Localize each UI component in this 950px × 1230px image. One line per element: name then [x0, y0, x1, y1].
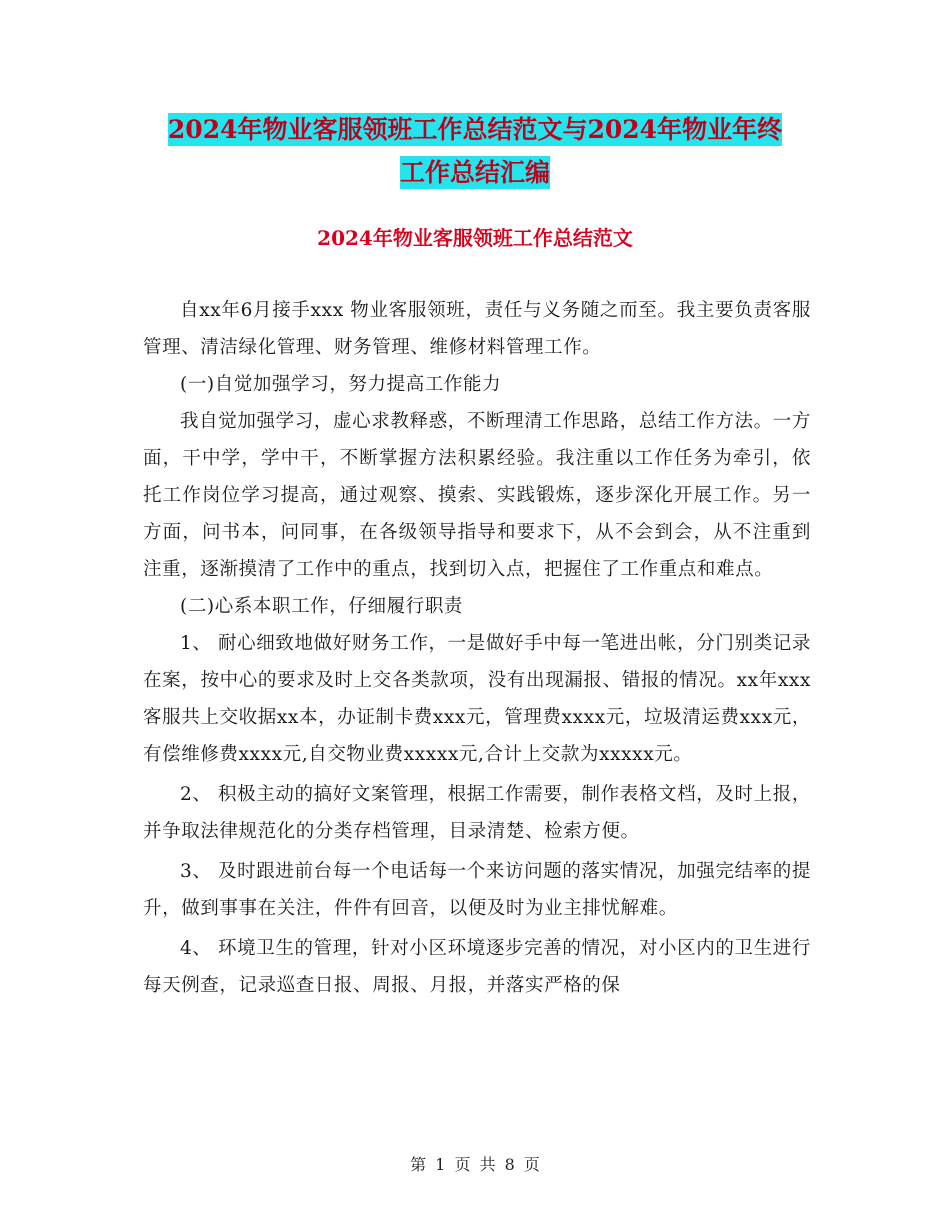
paragraph: 自xx年6月接手xxx 物业客服领班，责任与义务随之而至。我主要负责客服管理、清洁绿化管理、财务管理、维修材料管理工作。: [143, 300, 811, 358]
paragraph: 4、 环境卫生的管理，针对小区环境逐步完善的情况，对小区内的卫生进行每天例查，记录巡查日报、周报、月报，并落实严格的保: [143, 938, 811, 996]
paragraph: 3、 及时跟进前台每一个电话每一个来访问题的落实情况，加强完结率的提升，做到事事在关注，件件有回音，以便及时为业主排忧解难。: [143, 861, 811, 919]
paragraph: 2、 积极主动的搞好文案管理，根据工作需要，制作表格文档，及时上报，并争取法律规范化的分类存档管理，目录清楚、检索方便。: [143, 784, 811, 842]
title-line-1: 2024年物业客服领班工作总结范文与2024年物业年终: [167, 115, 783, 144]
title-line-2: 工作总结汇编: [399, 158, 550, 187]
section-label: (二)心系本职工作，仔细履行职责: [180, 596, 464, 617]
paragraph: 1、 耐心细致地做好财务工作，一是做好手中每一笔进出帐，分门别类记录在案，按中心的要求及时上交各类款项，没有出现漏报、错报的情况。xx年xxx 客服共上交收据xx本，办证制卡费xxx元，管理费xxxx元，垃圾清运费xxx元，有偿维修费xxxx元,自交物业费xxxxx元,合计上交款为xxxxx元。: [143, 633, 811, 765]
document-title: [0, 108, 950, 194]
document-body: [143, 292, 811, 1004]
section-label: (一)自觉加强学习，努力提高工作能力: [180, 374, 502, 395]
section-heading: 2024年物业客服领班工作总结范文: [317, 226, 633, 250]
paragraph: 我自觉加强学习，虚心求教释惑，不断理清工作思路，总结工作方法。一方面，干中学，学中干，不断掌握方法积累经验。我注重以工作任务为牵引，依托工作岗位学习提高，通过观察、摸索、实践锻炼，逐步深化开展工作。另一方面，问书本，问同事，在各级领导指导和要求下，从不会到会，从不注重到注重，逐渐摸清了工作中的重点，找到切入点，把握住了工作重点和难点。: [143, 411, 811, 580]
page-footer: 第 1 页 共 8 页: [410, 1155, 540, 1174]
